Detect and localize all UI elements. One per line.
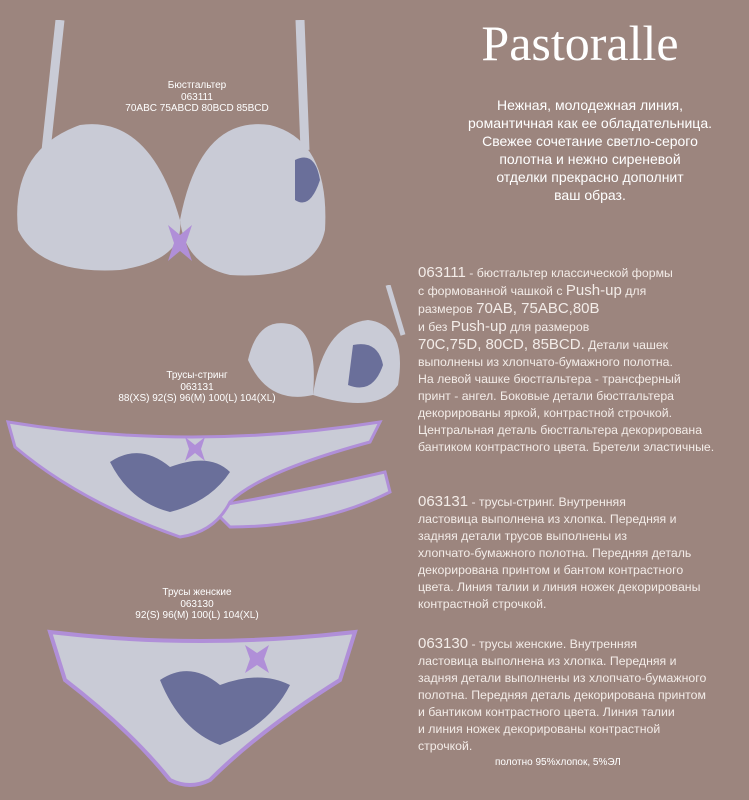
fabric-composition: полотно 95%хлопок, 5%ЭЛ: [495, 757, 621, 768]
intro-line: полотна и нежно сиреневой: [499, 151, 681, 167]
label-code: 063130: [180, 598, 214, 610]
label-name: Бюстгальтер: [167, 80, 227, 91]
desc-line: полотна. Передняя деталь декорирована принтом: [418, 688, 706, 702]
desc-line: На левой чашке бюстгальтера - трансферный: [418, 372, 681, 386]
pushup-text: Push-up: [450, 318, 507, 335]
brand-title: Pastoralle: [481, 15, 679, 71]
label-sizes: 92(S) 96(M) 100(L) 104(XL): [135, 610, 259, 621]
intro-line: ваш образ.: [554, 187, 626, 203]
desc-line: декорирована принтом и бантом контрастного: [418, 563, 684, 577]
label-sizes: 70ABC 75ABCD 80BCD 85BCD: [125, 103, 269, 114]
desc-line: цвета. Линия талии и линия ножек декорированы: [418, 580, 701, 594]
label-code: 063131: [180, 381, 214, 393]
desc-line: ластовица выполнена из хлопка. Передняя и: [418, 654, 677, 668]
bra-label: [77, 80, 317, 115]
label-name: Трусы-стринг: [166, 370, 228, 381]
product-code: 063131: [418, 493, 469, 510]
desc-text: - бюстгальтер классической формы: [465, 266, 673, 280]
desc-line: выполнены из хлопчато-бумажного полотна.: [418, 355, 673, 369]
sizes-text: 70AB, 75ABC,80B: [476, 300, 600, 317]
desc-text: с формованной чашкой с: [418, 284, 566, 298]
desc-text: Детали чашек: [584, 338, 669, 352]
intro-line: романтичная как ее обладательница.: [468, 115, 712, 131]
string-image: [0, 412, 395, 547]
desc-line: ластовица выполнена из хлопка. Передняя и: [418, 512, 677, 526]
bra-description: [418, 264, 748, 456]
briefs-image: [40, 620, 365, 795]
sizes-text: 70C,75D, 80CD, 85BCD.: [418, 336, 585, 353]
desc-line: и линия ножек декорированы контрастной: [418, 722, 661, 736]
desc-text: для: [621, 284, 647, 298]
string-label: [77, 370, 317, 405]
desc-text: для размеров: [506, 320, 590, 334]
desc-text: - трусы-стринг. Внутренняя: [468, 495, 626, 509]
pushup-text: Push-up: [565, 282, 622, 299]
product-code: 063130: [418, 635, 469, 652]
desc-line: принт - ангел. Боковые детали бюстгальтера: [418, 389, 675, 403]
desc-line: и бантиком контрастного цвета. Линия талии: [418, 705, 675, 719]
desc-text: размеров: [418, 302, 477, 316]
desc-line: бантиком контрастного цвета. Бретели эластичные.: [418, 440, 715, 454]
desc-line: Центральная деталь бюстгальтера декорирована: [418, 423, 703, 437]
label-name: Трусы женские: [162, 587, 232, 598]
label-code: 063111: [181, 91, 213, 103]
desc-line: контрастной строчкой.: [418, 597, 547, 611]
desc-line: задняя детали выполнены из хлопчато-бумажного: [418, 671, 707, 685]
desc-line: задняя детали трусов выполнены из: [418, 529, 627, 543]
intro-line: Нежная, молодежная линия,: [496, 97, 684, 113]
intro-line: Свежее сочетание светло-серого: [482, 133, 698, 149]
desc-line: декорированы яркой, контрастной строчкой.: [418, 406, 672, 420]
desc-line: хлопчато-бумажного полотна. Передняя деталь: [418, 546, 692, 560]
desc-text: - трусы женские. Внутренняя: [468, 637, 638, 651]
intro-text: [440, 96, 740, 204]
desc-line: строчкой.: [418, 739, 473, 753]
desc-text: и без: [418, 320, 451, 334]
string-description: [418, 493, 748, 613]
intro-line: отделки прекрасно дополнит: [496, 169, 684, 185]
briefs-description: [418, 635, 748, 755]
product-code: 063111: [418, 264, 466, 281]
bra-image: [0, 20, 340, 310]
briefs-label: [77, 587, 317, 622]
label-sizes: 88(XS) 92(S) 96(M) 100(L) 104(XL): [118, 393, 276, 404]
